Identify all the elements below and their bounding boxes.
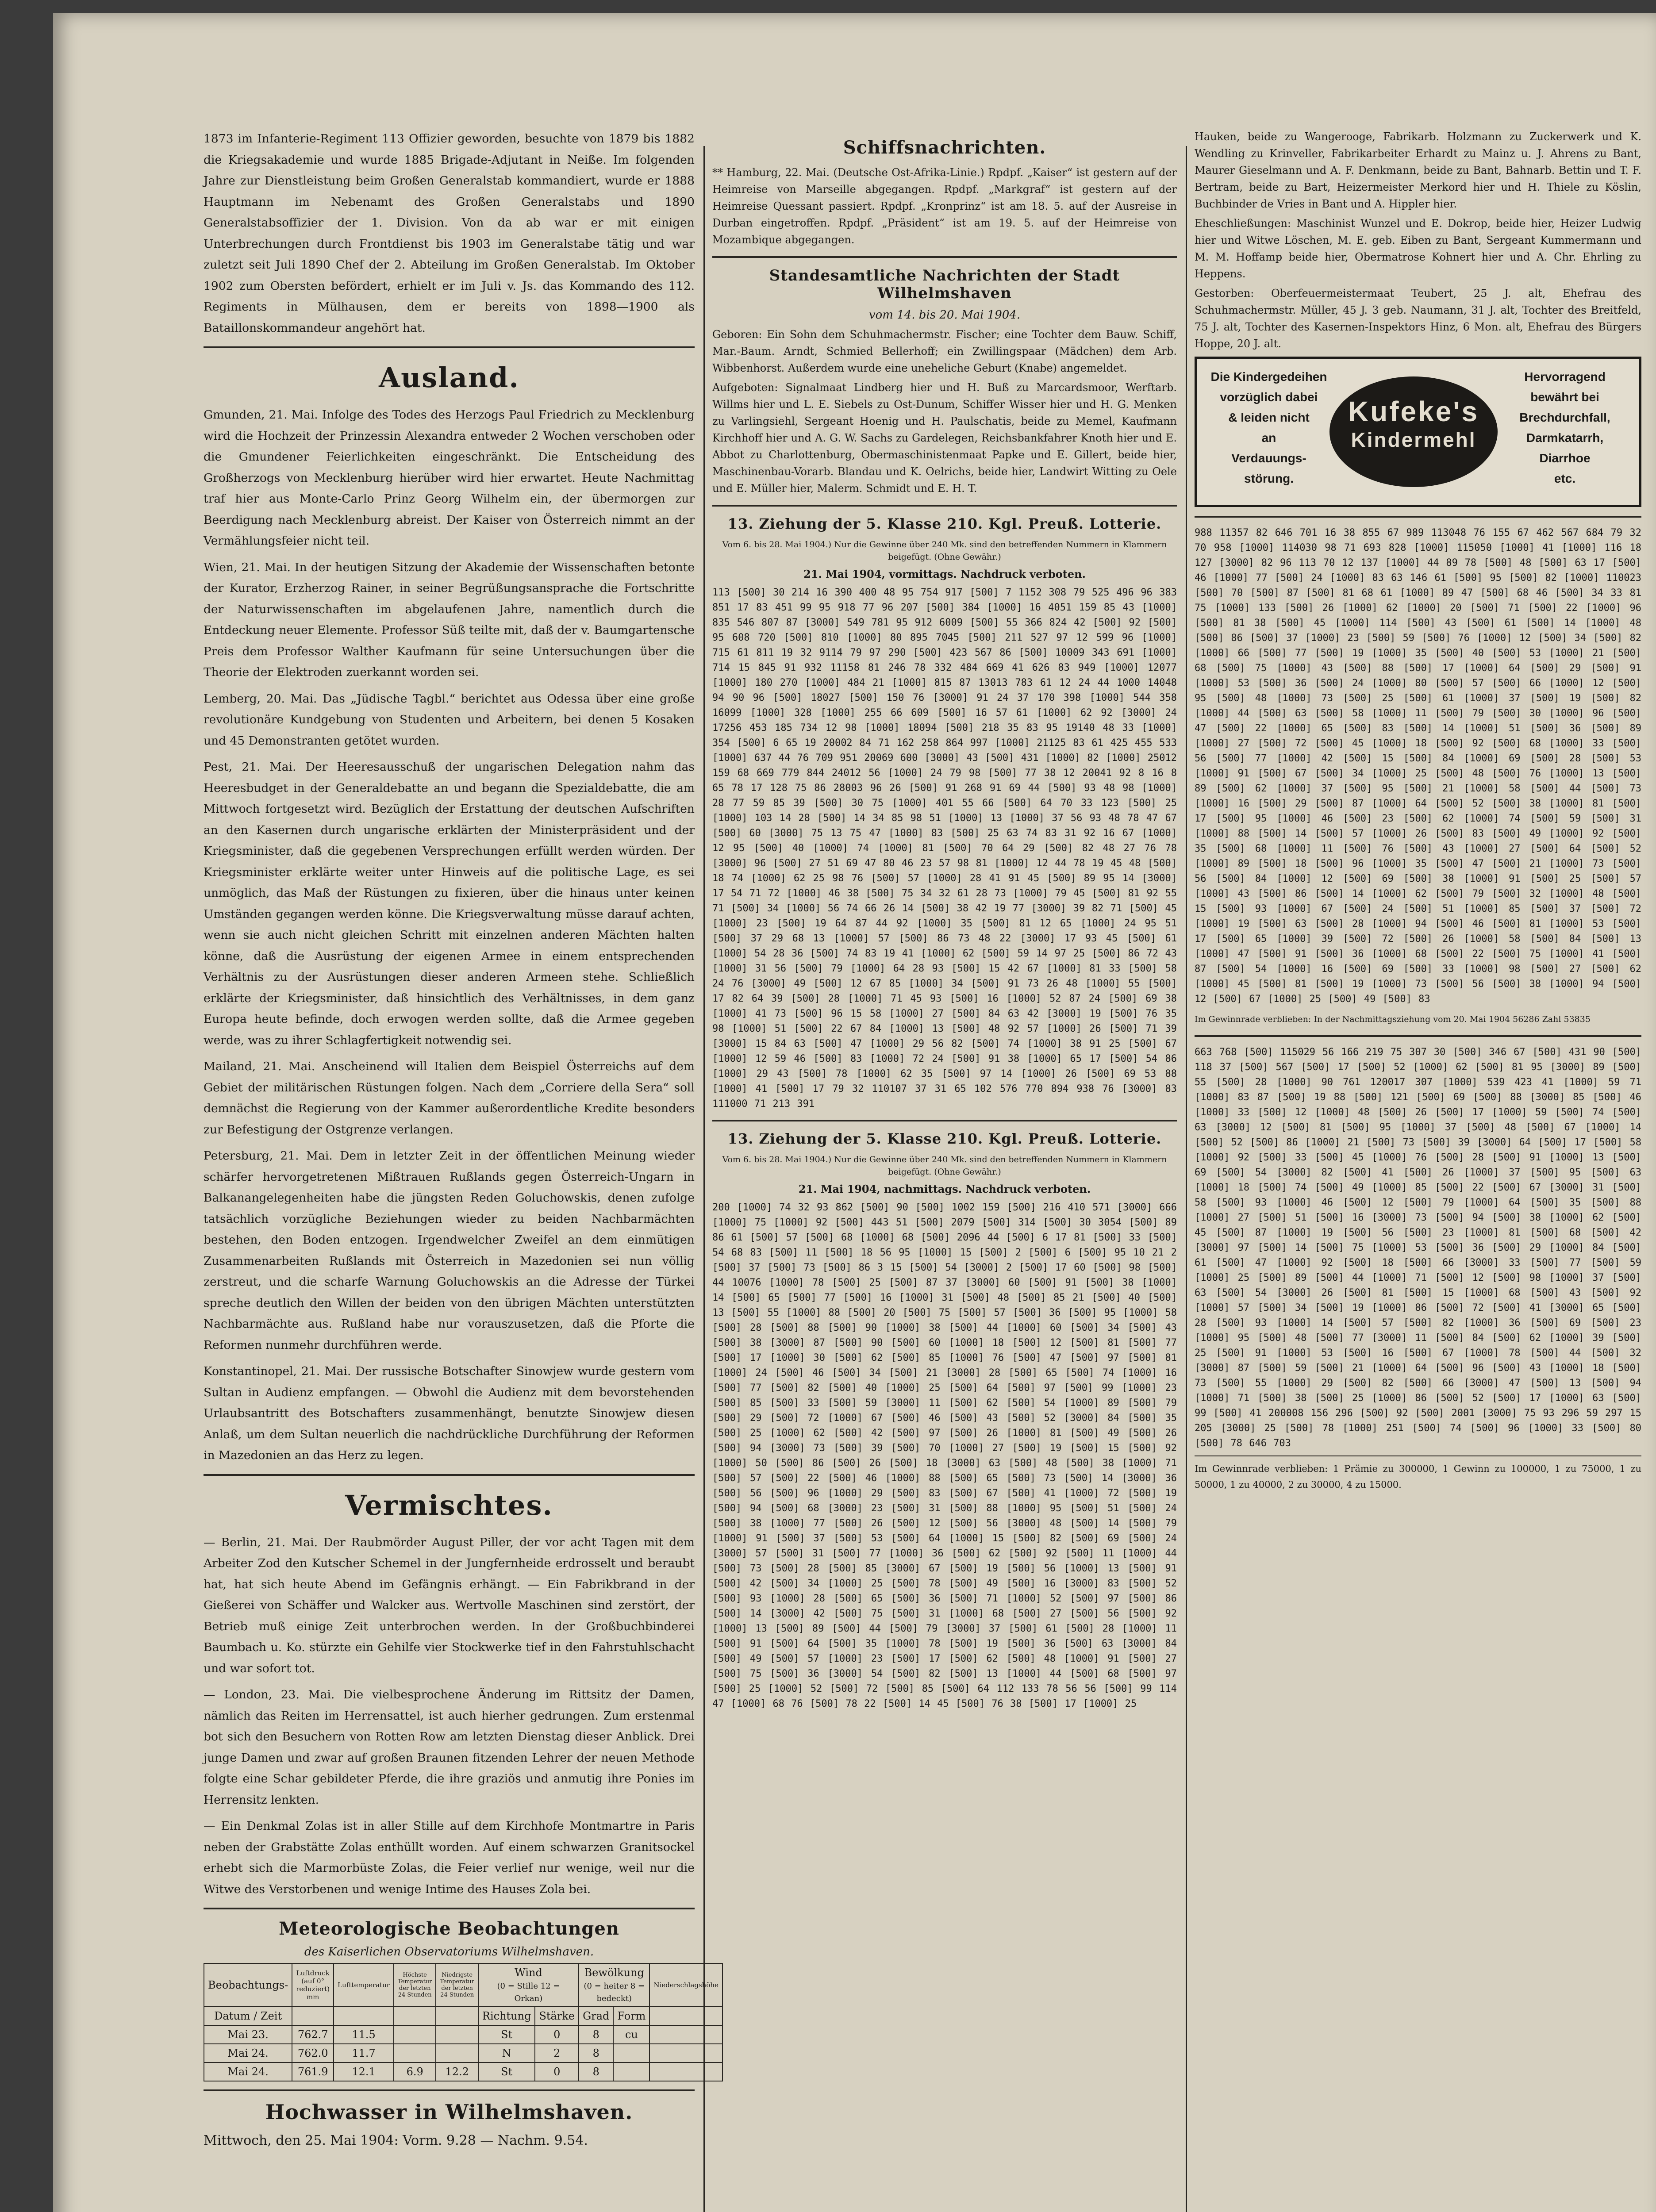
lotterie-heading-vormittag: 13. Ziehung der 5. Klasse 210. Kgl. Preuß. Lotterie. bbox=[727, 515, 1162, 532]
lotterie-numbers-vormittag: 113 [500] 30 214 16 390 400 48 95 754 917 [500] 7 1152 308 79 525 496 96 383 851 17 83 451 99 95 918 77 96 207 [500] 384 [1000] 16 4051 159 85 43 [1000] 835 546 807 87 [3000] 549 781 95 912 6009 [500] 55 366 824 42 [500] 92 [500] 95 608 720 [500] 810 [1000] 80 895 7045 [500] 211 527 97 12 599 96 [1000] 715 61 811 19 32 9114 79 97 290 [500] 423 567 86 [500] 10009 343 691 [1000] 714 15 845 91 932 11158 81 246 78 332 484 669 41 626 83 949 [1000] 12077 [1000] 180 270 [1000] 484 21 [1000] 815 87 13013 783 61 12 24 44 1000 14048 94 90 96 [500] 18027 [500] 150 76 [3000] 91 24 37 170 398 [1000] 544 358 16099 [1000] 328 [1000] 255 66 609 [500] 16 57 61 [1000] 62 92 [3000] 24 17256 453 185 734 12 98 [1000] 18094 [500] 218 35 83 95 19140 48 33 [1000] 354 [500] 6 65 19 20002 84 71 162 258 864 997 [1000] 21125 83 61 425 455 533 [1000] 637 44 76 709 951 20069 600 [3000] 43 [500] 431 [1000] 82 [1000] 25012 159 68 669 779 844 24012 56 [1000] 24 79 98 [500] 77 38 12 20041 92 8 16 8 65 78 17 128 75 86 28003 96 26 [500] 91 268 91 69 44 [500] 93 48 98 [1000] 28 77 59 85 39 [500] 30 75 [1000] 401 55 66 [500] 64 70 33 123 [500] 25 [1000] 103 14 28 [500] 14 34 85 98 51 [1000] 13 [1000] 37 56 93 48 78 47 67 [500] 60 [3000] 75 13 75 47 [1000] 83 [500] 25 63 74 83 31 92 16 67 [1000] 12 95 [500] 40 [1000] 74 [1000] 81 [500] 70 64 29 [500] 82 48 27 76 78 [3000] 96 [500] 27 51 69 47 80 46 23 57 98 81 [1000] 12 44 78 19 45 48 [500] 18 74 [1000] 62 25 98 76 [500] 57 [1000] 28 41 91 45 [500] 89 95 14 [3000] 17 54 71 72 [1000] 46 38 [500] 75 34 32 61 28 73 [1000] 79 45 [500] 81 92 55 71 [500] 34 [1000] 56 74 66 26 14 [500] 38 42 19 77 [3000] 39 82 71 [500] 45 [1000] 23 [500] 19 64 87 44 92 [1000] 35 [500] 81 12 65 [1000] 24 95 51 [500] 37 29 68 13 [1000] 57 [500] 86 73 48 22 [3000] 17 93 45 [500] 61 [1000] 54 28 36 [500] 74 83 19 41 [1000] 62 [500] 59 14 97 25 [500] 86 72 43 [1000] 31 56 [500] 79 [1000] 64 28 93 [500] 15 42 67 [1000] 81 33 [500] 58 24 76 [3000] 49 [500] 12 67 85 [1000] 34 [500] 91 73 26 48 [1000] 55 [500] 17 82 64 39 [500] 28 [1000] 71 45 93 [500] 16 [1000] 52 87 24 [500] 69 38 [1000] 41 73 [500] 96 15 58 [1000] 27 [500] 84 63 42 [3000] 19 [500] 76 35 98 [1000] 51 [500] 22 67 84 [1000] 13 [500] 48 92 57 [1000] 26 [500] 71 39 [3000] 15 84 63 [500] 47 [1000] 29 56 82 [500] 74 [1000] 38 91 25 [500] 67 [1000] 12 59 46 [500] 83 [1000] 72 24 [500] 91 38 [1000] 65 17 [500] 54 86 [1000] 29 43 [500] 78 [1000] 62 35 [500] 97 14 [1000] 26 [500] 69 53 88 [1000] 41 [500] 17 79 32 110107 37 31 65 102 576 770 894 938 76 [3000] 83 111000 71 213 391 bbox=[712, 587, 1177, 1110]
ausland-heading: Ausland. bbox=[379, 361, 519, 394]
lotterie-numbers-right-2: 663 768 [500] 115029 56 166 219 75 307 30 [500] 346 67 [500] 431 90 [500] 118 37 [500] 567 [500] 17 [500] 52 [1000] 62 [500] 81 95 [3000] 89 [500] 55 [500] 28 [1000] 90 761 120017 307 [1000] 539 423 41 [1000] 59 71 [1000] 83 87 [500] 19 88 [500] 121 [500] 69 [500] 88 [3000] 85 [500] 46 [1000] 33 [500] 12 [1000] 48 [500] 26 [500] 17 [1000] 59 [500] 74 [500] 63 [3000] 12 [500] 81 [500] 95 [1000] 37 [500] 48 [500] 67 [1000] 14 [500] 52 [500] 86 [1000] 21 [500] 73 [500] 39 [3000] 64 [500] 17 [500] 58 [1000] 92 [500] 33 [500] 45 [1000] 76 [500] 28 [500] 91 [1000] 13 [500] 69 [500] 54 [3000] 82 [500] 41 [500] 26 [1000] 37 [500] 95 [500] 63 [1000] 18 [500] 74 [500] 49 [1000] 85 [500] 22 [500] 67 [3000] 31 [500] 58 [500] 93 [1000] 46 [500] 12 [500] 79 [1000] 64 [500] 35 [500] 88 [1000] 27 [500] 51 [500] 16 [3000] 73 [500] 94 [500] 38 [1000] 62 [500] 45 [500] 87 [1000] 19 [500] 56 [500] 23 [1000] 81 [500] 68 [500] 42 [3000] 97 [500] 14 [500] 75 [1000] 53 [500] 36 [500] 29 [1000] 84 [500] 61 [500] 47 [1000] 92 [500] 18 [500] 66 [3000] 33 [500] 77 [500] 59 [1000] 25 [500] 89 [500] 44 [1000] 71 [500] 12 [500] 98 [1000] 37 [500] 63 [500] 54 [3000] 26 [500] 81 [500] 15 [1000] 68 [500] 43 [500] 92 [1000] 57 [500] 34 [500] 19 [1000] 86 [500] 72 [500] 41 [3000] 65 [500] 28 [500] 93 [1000] 14 [500] 57 [500] 82 [1000] 36 [500] 69 [500] 23 [1000] 95 [500] 48 [500] 77 [3000] 11 [500] 84 [500] 62 [1000] 39 [500] 25 [500] 91 [1000] 53 [500] 16 [500] 67 [1000] 78 [500] 44 [500] 32 [3000] 87 [500] 59 [500] 21 [1000] 64 [500] 96 [500] 43 [1000] 18 [500] 73 [500] 55 [1000] 29 [500] 82 [500] 66 [3000] 47 [500] 13 [500] 94 [1000] 71 [500] 38 [500] 25 [1000] 86 [500] 52 [500] 17 [1000] 63 [500] 99 [500] 41 200008 156 296 [500] 92 [500] 2001 [3000] 75 93 296 59 297 15 205 [3000] 25 [500] 78 [1000] 251 [500] 74 [500] 96 [1000] 33 [500] 80 [500] 78 646 703 bbox=[1195, 1047, 1641, 1449]
lotterie-date: 21. Mai 1904, vormittags. Nachdruck verboten. bbox=[803, 568, 1086, 580]
ausland-paragraph: Wien, 21. Mai. In der heutigen Sitzung der Akademie der Wissenschaften betonte der Kurator, Erzherzog Rainer, in seiner Begrüßungsansprache die Fortschritte der Naturwissenschaften im abgelaufenen Jahre, namentlich durch die Entdeckung neuer Elemente. Professor Süß teilte mit, daß der v. Baumgartensche Preis dem Professor Walther Kaufmann für seine Untersuchungen über die Theorie der Elektroden zuerkannt worden sei. bbox=[204, 560, 695, 679]
schiff-heading: Schiffsnachrichten. bbox=[843, 137, 1046, 158]
kufeke-logo: Kufeke's Kindermehl bbox=[1329, 376, 1498, 487]
meteo-wind-label: Wind bbox=[515, 1966, 542, 1979]
section-divider bbox=[1195, 1455, 1641, 1456]
column-rule bbox=[1186, 146, 1187, 2212]
meteo-cell: 12.1 bbox=[334, 2062, 394, 2081]
intro-paragraph: 1873 im Infanterie-Regiment 113 Offizier geworden, besuchte von 1879 bis 1882 die Kriegsakademie und wurde 1885 Brigade-Adjutant in Neiße. Im folgenden Jahre zur Dienstleistung beim Großen Generalstab kommandiert, wurde er 1888 Hauptmann im Nebenamt des Großen Generalstabs und 1890 Generalstabsoffizier der 1. Division. Von da ab war er mit einigen Unterbrechungen durch Frontdienst bis 1903 im Generalstabe tätig und war zuletzt seit Juli 1890 Chef der 2. Abteilung im Großen Generalstab. Im Oktober 1902 zum Obersten befördert, erhielt er im Juli v. Js. das Kommando des 112. Regiments in Mülhausen, dem er bereits von 1898—1900 als Bataillonskommandeur angehört hat. bbox=[204, 132, 695, 335]
section-divider bbox=[204, 1908, 695, 1909]
section-divider bbox=[712, 505, 1177, 507]
meteo-row bbox=[204, 2044, 722, 2062]
meteo-cell: 6.9 bbox=[394, 2062, 436, 2081]
gewinnrad-note: Im Gewinnrade verblieben: In der Nachmittagsziehung vom 20. Mai 1904 56286 Zahl 53835 bbox=[1195, 1014, 1591, 1024]
left-column bbox=[204, 128, 718, 2157]
section-divider bbox=[712, 256, 1177, 258]
vermischtes-heading: Vermischtes. bbox=[345, 1489, 553, 1521]
meteo-row bbox=[204, 2025, 722, 2044]
meteo-cell: 8 bbox=[579, 2062, 613, 2081]
meteo-cell: Mai 23. bbox=[204, 2025, 292, 2044]
standesamt-geboren: Geboren: Ein Sohn dem Schuhmachermstr. Fischer; eine Tochter dem Bauw. Schiff, Mar.-Baum. Arndt, Schmied Bellerhoff; ein Zwillingspaar (Mädchen) dem Arb. Wibbenhorst. Außerdem wurde eine uneheliche Geburt (Knabe) angemeldet. bbox=[712, 328, 1177, 374]
meteo-cell: 0 bbox=[535, 2025, 579, 2044]
meteo-cell: 0 bbox=[535, 2062, 579, 2081]
ad-left-text: Die Kindergedeihen vorzüglich dabei & leiden nicht an Verdauungs- störung. bbox=[1210, 370, 1327, 485]
section-divider bbox=[204, 1474, 695, 1476]
meteo-cell bbox=[436, 2044, 478, 2062]
hochwasser-heading: Hochwasser in Wilhelmshaven. bbox=[265, 2100, 633, 2124]
meteo-cloud-label: Bewölkung bbox=[584, 1966, 644, 1979]
standesamt-gestorben: Gestorben: Oberfeuermeistermaat Teubert, 25 J. alt, Ehefrau des Schuhmachermstr. Müller, 45 J. 3 geb. Naumann, 31 J. alt, Tochter des Breitfeld, 75 J. alt, Tochter des Kasernen-Inspektors Hinz, 6 Mon. alt, Ehefrau des Bürgers Hoppe, 20 J. alt. bbox=[1195, 287, 1641, 350]
meteo-row bbox=[204, 2062, 722, 2081]
meteo-cell: 12.2 bbox=[436, 2062, 478, 2081]
meteo-subheader: Datum / Zeit bbox=[204, 2007, 292, 2025]
meteo-cell bbox=[436, 2025, 478, 2044]
vermischtes-paragraph: — Ein Denkmal Zolas ist in aller Stille auf dem Kirchhofe Montmartre in Paris neben der Grabstätte Zolas enthüllt worden. Auf einem schwarzen Granitsockel erhebt sich die Marmorbüste Zolas, die Feier verlief nur wenige, weil nur die Witwe des Verstorbenen und wenige Intime des Hauses Zola bei. bbox=[204, 1819, 695, 1896]
newspaper-page bbox=[53, 13, 1656, 2212]
meteo-cell bbox=[649, 2025, 722, 2044]
meteo-col-header: Beobachtungs- bbox=[204, 1963, 292, 2007]
section-divider bbox=[204, 346, 695, 348]
right-column bbox=[1195, 128, 1641, 1497]
meteo-cloud-header bbox=[579, 1963, 649, 2007]
middle-column bbox=[712, 128, 1177, 1712]
meteo-cell: 2 bbox=[535, 2044, 579, 2062]
lotterie-heading-nachmittag: 13. Ziehung der 5. Klasse 210. Kgl. Preuß. Lotterie. bbox=[727, 1130, 1162, 1147]
meteo-cell bbox=[649, 2062, 722, 2081]
schiff-text: ** Hamburg, 22. Mai. (Deutsche Ost-Afrika-Linie.) Rpdpf. „Kaiser“ ist gestern auf der Heimreise von Marseille abgegangen. Rpdpf. „Markgraf“ ist gestern auf der Heimreise Quessant passiert. Rpdpf. „Kronprinz“ ist am 18. 5. auf der Ausreise in Durban eingetroffen. Rpdpf. „Präsident“ ist am 19. 5. auf der Heimreise von Mozambique abgegangen. bbox=[712, 166, 1177, 246]
meteo-cell: 8 bbox=[579, 2044, 613, 2062]
meteo-cell: cu bbox=[613, 2025, 649, 2044]
lotterie-note: Vom 6. bis 28. Mai 1904.) Nur die Gewinne über 240 Mk. sind den betreffenden Nummern in Klammern beigefügt. (Ohne Gewähr.) bbox=[722, 540, 1167, 562]
meteo-subheader: Stärke bbox=[535, 2007, 579, 2025]
ausland-paragraph: Pest, 21. Mai. Der Heeresausschuß der ungarischen Delegation nahm das Heeresbudget in der Generaldebatte an und begann die Spezialdebatte, die am Mittwoch fortgesetzt wird. Bezüglich der Erstattung der deutschen Aufschriften an den Kasernen durch ungarische erklärten der Ministerpräsident und der Kriegsminister, daß die gegebenen Versprechungen erfüllt werden würden. Der Kriegsminister erklärte weiter unter Hinweis auf die politische Lage, es sei unmöglich, das Maß der Rüstungen zu fixieren, über die hinaus unter keinen Umständen gegangen werden könne. Die Kriegsverwaltung müsse darauf achten, wenn sie auch nicht gleichen Schritt mit einzelnen anderen Mächten halten könne, daß die Ausrüstung der eigenen Armee in einem entsprechenden Verhältnis zu der Ausrüstungen dieser anderen Armeen stehe. Schließlich erklärte der Kriegsminister, daß hinsichtlich des Verhältnisses, in dem ganz Europa heute befinde, doch erwogen werden sollte, daß die Armee gegeben werde, was zu ihrer Schlagfertigkeit notwendig sei. bbox=[204, 760, 695, 1047]
kufeke-advertisement bbox=[1195, 357, 1641, 507]
meteo-heading: Meteorologische Beobachtungen bbox=[279, 1918, 619, 1939]
ausland-paragraph: Lemberg, 20. Mai. Das „Jüdische Tagbl.“ berichtet aus Odessa über eine große revolutionäre Kundgebung von Studenten und Arbeitern, bei denen 5 Kosaken und 45 Demonstranten getötet wurden. bbox=[204, 691, 695, 748]
standesamt-date: vom 14. bis 20. Mai 1904. bbox=[868, 308, 1021, 322]
meteo-cell: 762.7 bbox=[292, 2025, 334, 2044]
section-divider bbox=[1195, 516, 1641, 518]
meteo-col-header: Höchste Temperatur der letzten 24 Stunden bbox=[394, 1963, 436, 2007]
meteo-col-header: Niedrigste Temperatur der letzten 24 Stunden bbox=[436, 1963, 478, 2007]
meteo-cell: Mai 24. bbox=[204, 2044, 292, 2062]
meteo-cell bbox=[613, 2062, 649, 2081]
meteo-cell bbox=[649, 2044, 722, 2062]
meteo-cell: Mai 24. bbox=[204, 2062, 292, 2081]
meteo-cell: 761.9 bbox=[292, 2062, 334, 2081]
ausland-paragraph: Gmunden, 21. Mai. Infolge des Todes des Herzogs Paul Friedrich zu Mecklenburg wird die Hochzeit der Prinzessin Alexandra entweder 2 Wochen verschoben oder die Gmundener Feierlichkeiten eingeschränkt. Die Entscheidung des Großherzogs von Mecklenburg hierüber wird hier erwartet. Heute Nachmittag traf hier aus Monte-Carlo Prinz Georg Wilhelm ein, der übermorgen zur Beerdigung nach Mecklenburg abreist. Der Kaiser von Österreich nimmt an der Vermählungsfeier nicht teil. bbox=[204, 408, 695, 548]
meteo-cloud-scale: (0 = heiter 8 = bedeckt) bbox=[584, 1982, 645, 2003]
section-divider bbox=[712, 1120, 1177, 1121]
standesamt-eheschliessungen: Eheschließungen: Maschinist Wunzel und E. Dokrop, beide hier, Heizer Ludwig hier und Witwe Löschen, M. E. geb. Eiben zu Bant, Sergeant Kummermann und M. M. Hoffamp beide hier, Obermatrose Kohnert hier und A. Chr. Ehrling zu Heppens. bbox=[1195, 217, 1641, 280]
meteo-col-header: Niederschlagshöhe bbox=[649, 1963, 722, 2007]
meteo-col-header: Luftdruck (auf 0° reduziert) mm bbox=[292, 1963, 334, 2007]
ad-right-text: Hervorragend bewährt bei Brechdurchfall, Darmkatarrh, Diarrhoe etc. bbox=[1519, 370, 1610, 485]
meteo-subheader: Richtung bbox=[478, 2007, 535, 2025]
meteo-cell: N bbox=[478, 2044, 535, 2062]
ausland-paragraph: Petersburg, 21. Mai. Dem in letzter Zeit in der öffentlichen Meinung wieder schärfer hervorgetretenen Mißtrauen Rußlands gegen Österreich-Ungarn in Balkanangelegenheiten habe die jüngsten Reden Goluchowskis, denen zufolge tatsächlich vorzügliche Beziehungen wieder zu beiden Nachbarmächten bestehen, den Boden entzogen. Irgendwelcher Zweifel an dem einmütigen Zusammenarbeiten Rußlands mit Österreich in Mazedonien sei nun völlig zerstreut, und die scharfe Warnung Goluchowskis an die Adresse der Türkei spreche deutlich den Willen der beiden von den übrigen Mächten unterstützten Nachbarmächte aus. Rußland habe nur vorauszusetzen, daß die Pforte die Reformen nunmehr durchführen werde. bbox=[204, 1149, 695, 1352]
meteo-cell: 8 bbox=[579, 2025, 613, 2044]
lotterie-numbers-right-1: 988 11357 82 646 701 16 38 855 67 989 113048 76 155 67 462 567 684 79 32 70 958 [1000] 114030 98 71 693 828 [1000] 115050 [1000] 41 [1000] 116 18 127 [3000] 82 96 113 70 12 137 [1000] 44 89 78 [500] 48 [500] 63 17 [500] 46 [1000] 77 [500] 24 [1000] 83 63 146 61 [500] 95 [500] 82 [1000] 110023 [500] 70 [500] 87 [500] 81 68 61 [1000] 89 47 [500] 68 46 [500] 34 33 81 75 [1000] 133 [500] 26 [1000] 62 [1000] 20 [500] 71 [500] 22 [1000] 96 [500] 81 38 [500] 45 [1000] 114 [500] 43 [500] 61 [500] 14 [1000] 48 [500] 86 [500] 37 [1000] 23 [500] 59 [500] 76 [1000] 12 [500] 34 [500] 82 [1000] 66 [500] 77 [500] 19 [1000] 35 [500] 40 [500] 53 [1000] 21 [500] 68 [500] 75 [1000] 43 [500] 88 [500] 17 [1000] 64 [500] 29 [500] 91 [1000] 53 [500] 36 [500] 24 [1000] 80 [500] 57 [500] 66 [1000] 12 [500] 95 [500] 48 [1000] 73 [500] 25 [500] 61 [1000] 37 [500] 19 [500] 82 [1000] 44 [500] 63 [500] 58 [1000] 11 [500] 79 [500] 30 [1000] 96 [500] 47 [500] 22 [1000] 65 [500] 83 [500] 14 [1000] 51 [500] 36 [500] 89 [1000] 27 [500] 72 [500] 45 [1000] 18 [500] 92 [500] 68 [1000] 33 [500] 56 [500] 77 [1000] 42 [500] 15 [500] 84 [1000] 69 [500] 28 [500] 53 [1000] 91 [500] 67 [500] 34 [1000] 25 [500] 48 [500] 76 [1000] 13 [500] 89 [500] 62 [1000] 37 [500] 95 [500] 21 [1000] 58 [500] 44 [500] 73 [1000] 16 [500] 29 [500] 87 [1000] 64 [500] 52 [500] 38 [1000] 81 [500] 17 [500] 95 [1000] 46 [500] 23 [500] 62 [1000] 74 [500] 59 [500] 31 [1000] 88 [500] 14 [500] 57 [1000] 26 [500] 83 [500] 49 [1000] 92 [500] 35 [500] 68 [1000] 11 [500] 76 [500] 43 [1000] 27 [500] 64 [500] 52 [1000] 89 [500] 18 [500] 96 [1000] 35 [500] 47 [500] 21 [1000] 73 [500] 56 [500] 84 [1000] 12 [500] 69 [500] 38 [1000] 91 [500] 25 [500] 57 [1000] 43 [500] 86 [500] 14 [1000] 62 [500] 79 [500] 32 [1000] 48 [500] 15 [500] 93 [1000] 67 [500] 24 [500] 51 [1000] 85 [500] 37 [500] 72 [1000] 19 [500] 63 [500] 28 [1000] 94 [500] 46 [500] 81 [1000] 53 [500] 17 [500] 65 [1000] 39 [500] 72 [500] 26 [1000] 58 [500] 84 [500] 13 [1000] 47 [500] 91 [500] 36 [1000] 68 [500] 22 [500] 75 [1000] 41 [500] 87 [500] 54 [1000] 16 [500] 69 [500] 33 [1000] 98 [500] 27 [500] 62 [1000] 45 [500] 81 [500] 19 [1000] 73 [500] 56 [500] 38 [1000] 94 [500] 12 [500] 67 [1000] 25 [500] 49 [500] 83 bbox=[1195, 527, 1641, 1005]
meteo-cell: St bbox=[478, 2062, 535, 2081]
meteo-cell bbox=[613, 2044, 649, 2062]
meteo-col-header: Lufttemperatur bbox=[334, 1963, 394, 2007]
vermischtes-paragraph: — Berlin, 21. Mai. Der Raubmörder August Piller, der vor acht Tagen mit dem Arbeiter Zod den Kutscher Schemel in der Jungfernheide erdrosselt und beraubt hat, hat sich heute Abend im Gefängnis erhängt. — Ein Fabrikbrand in der Gießerei von Schäffer und Walcker aus. Wertvolle Maschinen sind zerstört, der Betrieb muß einige Zeit unterbrochen werden. In der Großbuchbinderei Baumbach u. Ko. stürzte ein Gehilfe vier Stockwerke tief in den Fahrstuhlschacht und war sofort tot. bbox=[204, 1535, 695, 1675]
standesamt-aufgeboten: Aufgeboten: Signalmaat Lindberg hier und H. Buß zu Marcardsmoor, Werftarb. Willms hier und L. E. Siebels zu Ost-Dunum, Schiffer Wisser hier und H. G. Menken zu Varlingsiehl, Sergeant Hoenig und H. Paulschatis, beide zu Memel, Kaufmann Kirchhoff hier und A. G. W. Sachs zu Gardelegen, Reichsbankfahrer Knoth hier und E. Abbot zu Charlottenburg, Obermaschinistenmaat Papke und E. Gillert, beide hier, Maschinenbau-Vorarb. Blandau und K. Oelrichs, beide hier, Landwirt Witting zu Oele und E. Müller hier, Malerm. Schmidt und E. H. T. bbox=[712, 381, 1177, 495]
standesamt-heading: Standesamtliche Nachrichten der Stadt Wilhelmshaven bbox=[769, 267, 1120, 302]
meteo-cell: 11.5 bbox=[334, 2025, 394, 2044]
meteo-cell: St bbox=[478, 2025, 535, 2044]
lotterie-note: Vom 6. bis 28. Mai 1904.) Nur die Gewinne über 240 Mk. sind den betreffenden Nummern in Klammern beigefügt. (Ohne Gewähr.) bbox=[722, 1155, 1167, 1177]
section-divider bbox=[204, 2089, 695, 2091]
standesamt-aufgeboten-cont: Hauken, beide zu Wangerooge, Fabrikarb. Holzmann zu Zuckerwerk und K. Wendling zu Krinveller, Fabrikarbeiter Erhardt zu Mainz u. J. Ahrens zu Bant, Maurer Gieselmann und A. F. Denkmann, beide zu Bant, Bahnarb. Bettin und T. F. Bertram, beide zu Bart, Heizermeister Merkord hier und H. Thiele zu Köslin, Buchbinder de Vries in Bant und A. Hippler hier. bbox=[1195, 131, 1641, 210]
lotterie-date: 21. Mai 1904, nachmittags. Nachdruck verboten. bbox=[798, 1183, 1091, 1195]
vermischtes-paragraph: — London, 23. Mai. Die vielbesprochene Änderung im Rittsitz der Damen, nämlich das Reiten im Herrensattel, ist auch hierher gedrungen. Zum erstenmal bot sich den Besuchern von Rotten Row am letzten Dienstag dieser Anblick. Drei junge Damen und zwar auf großen Braunen fitzenden Lehrer der neuen Methode folgte eine Schar gebildeter Pferde, die ihre graziös und anmutig ihre Ponies im Herrensitz lenkten. bbox=[204, 1688, 695, 1807]
ausland-paragraph: Konstantinopel, 21. Mai. Der russische Botschafter Sinowjew wurde gestern vom Sultan in Audienz empfangen. — Obwohl die Audienz mit dem bevorstehenden Urlaubsantritt des Botschafters zusammenhängt, benutzte Sinowjew diesen Anlaß, um dem Sultan neuerlich die nachdrückliche Durchführung der Reformen in Mazedonien an das Herz zu legen. bbox=[204, 1364, 695, 1462]
section-divider bbox=[1195, 1035, 1641, 1037]
hochwasser-times: Mittwoch, den 25. Mai 1904: Vorm. 9.28 — Nachm. 9.54. bbox=[204, 2133, 588, 2148]
column-rule bbox=[703, 146, 705, 2212]
meteo-wind-header bbox=[478, 1963, 579, 2007]
meteo-cell: 762.0 bbox=[292, 2044, 334, 2062]
meteo-table bbox=[204, 1963, 723, 2081]
meteo-subheader: Grad bbox=[579, 2007, 613, 2025]
meteo-subheader: Form bbox=[613, 2007, 649, 2025]
ausland-paragraph: Mailand, 21. Mai. Anscheinend will Italien dem Beispiel Österreichs auf dem Gebiet der militärischen Rüstungen folgen. Nach dem „Corriere della Sera“ soll demnächst die Regierung von der Kammer außerordentliche Kredite besonders zur Befestigung der Ostgrenze verlangen. bbox=[204, 1060, 695, 1137]
meteo-subheading: des Kaiserlichen Observatoriums Wilhelmshaven. bbox=[304, 1945, 594, 1959]
meteo-cell: 11.7 bbox=[334, 2044, 394, 2062]
meteo-cell bbox=[394, 2044, 436, 2062]
meteo-wind-scale: (0 = Stille 12 = Orkan) bbox=[497, 1982, 560, 2003]
meteo-cell bbox=[394, 2025, 436, 2044]
gewinnrad-note: Im Gewinnrade verblieben: 1 Prämie zu 300000, 1 Gewinn zu 100000, 1 zu 75000, 1 zu 50000, 1 zu 40000, 2 zu 30000, 4 zu 15000. bbox=[1195, 1463, 1641, 1490]
lotterie-numbers-nachmittag: 200 [1000] 74 32 93 862 [500] 90 [500] 1002 159 [500] 216 410 571 [3000] 666 [1000] 75 [1000] 92 [500] 443 51 [500] 2079 [500] 314 [500] 30 3054 [500] 89 86 61 [500] 57 [500] 68 [1000] 68 [500] 2096 44 [500] 6 17 81 [500] 33 [500] 54 68 83 [500] 11 [500] 18 56 95 [1000] 15 [500] 2 [500] 6 [500] 95 10 21 2 [500] 37 [500] 73 [500] 86 3 15 [500] 54 [3000] 2 [500] 17 60 [500] 98 [500] 44 10076 [1000] 78 [500] 25 [500] 87 37 [3000] 60 [500] 91 [500] 38 [1000] 14 [500] 65 [500] 77 [500] 16 [1000] 31 [500] 48 [500] 85 21 [500] 40 [500] 13 [500] 55 [1000] 88 [500] 20 [500] 75 [500] 57 [500] 36 [500] 95 [1000] 58 [500] 28 [500] 88 [500] 90 [1000] 38 [500] 44 [1000] 60 [500] 34 [500] 43 [500] 38 [3000] 87 [500] 90 [500] 60 [1000] 18 [500] 12 [500] 81 [500] 77 [500] 17 [1000] 30 [500] 62 [500] 85 [1000] 76 [500] 47 [500] 97 [500] 81 [1000] 24 [500] 46 [500] 34 [500] 21 [3000] 28 [500] 65 [500] 74 [1000] 16 [500] 77 [500] 82 [500] 40 [1000] 25 [500] 64 [500] 97 [500] 99 [1000] 23 [500] 85 [500] 33 [500] 59 [3000] 11 [500] 62 [500] 54 [1000] 89 [500] 79 [500] 29 [500] 72 [1000] 67 [500] 46 [500] 43 [500] 52 [3000] 84 [500] 35 [500] 25 [1000] 62 [500] 42 [500] 97 [500] 26 [1000] 81 [500] 49 [500] 26 [500] 94 [3000] 73 [500] 39 [500] 70 [1000] 27 [500] 19 [500] 15 [500] 92 [1000] 50 [500] 86 [500] 26 [500] 18 [3000] 63 [500] 48 [500] 38 [1000] 71 [500] 57 [500] 22 [500] 46 [1000] 88 [500] 65 [500] 73 [500] 14 [3000] 36 [500] 56 [500] 96 [1000] 29 [500] 83 [500] 67 [500] 41 [1000] 72 [500] 19 [500] 94 [500] 68 [3000] 23 [500] 31 [500] 88 [1000] 95 [500] 51 [500] 24 [500] 38 [1000] 77 [500] 26 [500] 12 [500] 56 [3000] 48 [500] 14 [500] 79 [1000] 91 [500] 37 [500] 53 [500] 64 [1000] 15 [500] 82 [500] 69 [500] 24 [3000] 57 [500] 31 [500] 77 [1000] 36 [500] 62 [500] 92 [500] 11 [1000] 44 [500] 73 [500] 28 [500] 85 [3000] 67 [500] 19 [500] 56 [1000] 13 [500] 91 [500] 42 [500] 34 [1000] 25 [500] 78 [500] 49 [500] 16 [3000] 83 [500] 52 [500] 93 [1000] 28 [500] 65 [500] 36 [500] 71 [1000] 52 [500] 97 [500] 86 [500] 14 [3000] 42 [500] 75 [500] 31 [1000] 68 [500] 27 [500] 56 [500] 92 [1000] 13 [500] 89 [500] 44 [500] 79 [3000] 37 [500] 61 [500] 28 [1000] 11 [500] 91 [500] 64 [500] 35 [1000] 78 [500] 19 [500] 36 [500] 63 [3000] 84 [500] 49 [500] 57 [1000] 23 [500] 17 [500] 62 [500] 48 [1000] 91 [500] 27 [500] 75 [500] 36 [3000] 54 [500] 82 [500] 13 [1000] 44 [500] 68 [500] 97 [500] 25 [1000] 52 [500] 72 [500] 85 [500] 64 112 133 78 56 56 [500] 99 114 47 [1000] 68 76 [500] 78 22 [500] 14 45 [500] 76 38 [500] 17 [1000] 25 bbox=[712, 1202, 1177, 1709]
